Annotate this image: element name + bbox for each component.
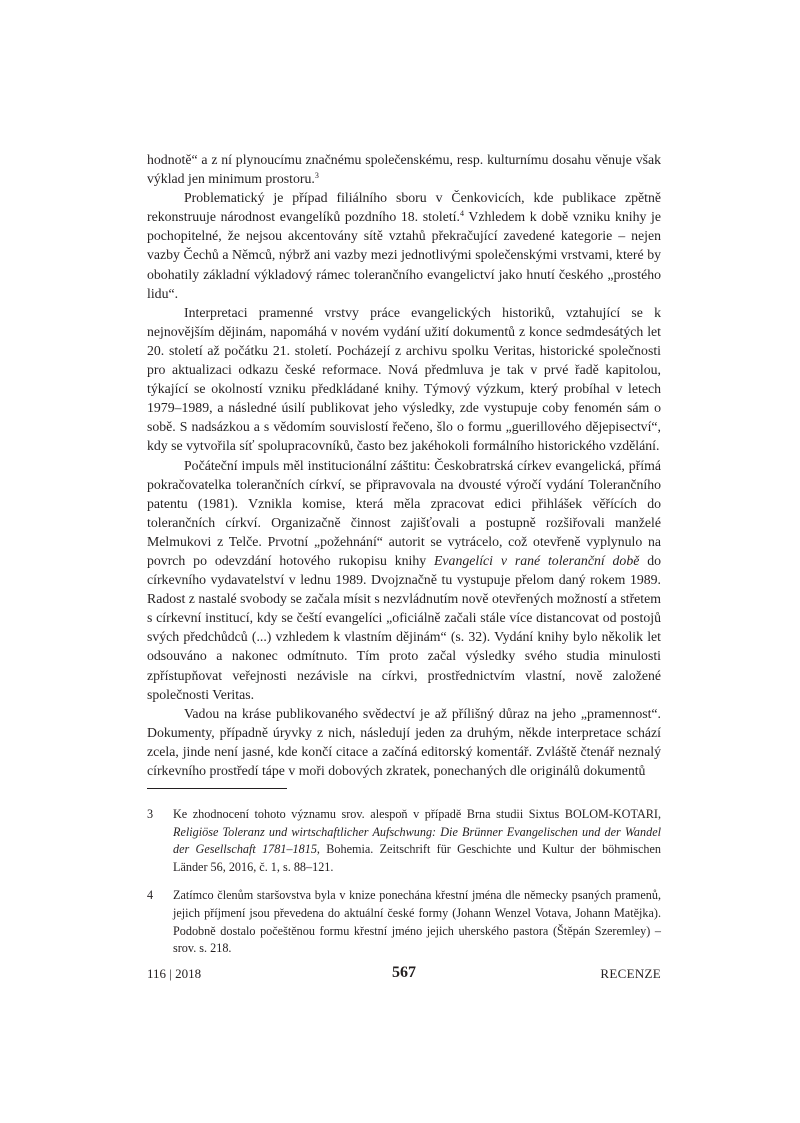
footnote	[147, 806, 661, 876]
paragraph: Interpretaci pramenné vrstvy práce evangelických historiků, vztahující se k nejnovějším dějinám, napomáhá v novém vydání užití dokumentů z konce sedmdesátých let 20. století až počátku 21. století. Pocházejí z archivu spolku Veritas, historické společnosti pro aktualizaci odkazu české reformace. Nová předmluva je tak v prvé řadě kapitolou, týkající se okolností vzniku předkládané knihy. Týmový výzkum, který probíhal v letech 1979–1989, a následné úsilí publikovat jeho výsledky, zde vystupuje coby fenomén sám o sobě. S nadsázkou a s vědomím souvislostí řečeno, šlo o formu „guerillového dějepisectví“, kdy se vytvořila síť spolupracovníků, často bez jakéhokoli formálního historického vzdělání.	[147, 304, 661, 454]
page-footer	[147, 964, 661, 984]
footnote-text: Zatímco členům staršovstva byla v knize ponechána křestní jména dle německy psaných pramenů, jejich příjmení jsou převedena do aktuální české formy (Johann Wenzel Votava, Johann Matějka). Podobně dostalo počeštěnou formu křestní jméno jejich uherského pastora (Štěpán Szeremley) – srov. s. 218.	[173, 888, 661, 956]
paragraph: Počáteční impuls měl institucionální záštitu: Českobratrská církev evangelická, přímá pokračovatelka tolerančních církví, se připravovala na dvousté výročí vydání Tolerančního patentu (1981). Vznikla komise, která měla zpracovat edici přihlášek věřících do tolerančních církví. Organizačně činnost zajišťovali a postupně rozšiřovali manželé Melmukovi z Telče. Prvotní „požehnání“ autorit se vytrácelo, což otevřeně vyplynulo na povrch po odevzdání hotového rukopisu knihy Evangelíci v rané toleranční době do církevního vydavatelství v lednu 1989. Dvojznačně tu vystupuje přelom daný rokem 1989. Radost z nastalé svobody se začala mísit s nezvládnutím nově otevřených možností a střetem s církevní institucí, kdy se čeští evangelíci „oficiálně začali stále více distancovat od postojů svých předchůdců (...) vzhledem k vlastním dějinám“ (s. 32). Vydání knihy bylo několik let odsouváno a nakonec odmítnuto. Tím proto začal výsledky svého studia minulosti zpřístupňovat veřejnosti nezávisle na církvi, prostřednictvím vlastní, nově založené společnosti Veritas.	[147, 457, 662, 702]
paragraph: Vadou na kráse publikovaného svědectví je až přílišný důraz na jeho „pramennost“. Dokumenty, případně úryvky z nich, následují jeden za druhým, někde interpretace schází zcela, jinde není jasné, kde končí citace a začíná editorský komentář. Zvláště čtenář neznalý církevního prostředí tápe v moři dobových zkratek, ponechaných dle originálů dokumentů	[147, 705, 661, 778]
footnotes	[147, 806, 661, 969]
paragraph: Problematický je případ filiálního sboru v Čenkovicích, kde publikace zpětně rekonstruuje národnost evangelíků pozdního 18. století.$^4$ Vzhledem k době vzniku knihy je pochopitelné, že nejsou akcentovány sítě vztahů překračující zavedené kategorie – nejen vazby Čechů a Němců, nýbrž ani vazby mezi jednotlivými společenskými vrstvami, které by obohatily základní výkladový rámec tolerančního evangelictví jako hnutí českého „prostého lidu“.	[147, 190, 662, 301]
footnote-number: 4	[147, 888, 154, 903]
paragraph: hodnotě“ a z ní plynoucímu značnému společenskému, resp. kulturnímu dosahu věnuje však výklad jen minimum prostoru.$^3$	[147, 152, 661, 187]
footnote	[147, 887, 661, 957]
book-title: Evangelíci v rané toleranční době	[434, 552, 640, 568]
page-number: 567	[392, 964, 416, 981]
body-text	[147, 150, 661, 780]
footnote-ref[interactable]: 4	[459, 209, 464, 219]
footnote-divider	[147, 788, 287, 789]
issue-label: 116 | 2018	[147, 966, 202, 981]
footnote-ref[interactable]: 3	[314, 171, 319, 181]
footnote-number: 3	[147, 807, 154, 821]
section-label: RECENZE	[600, 966, 661, 981]
footnote-text: Ke zhodnocení tohoto významu srov. alespoň v případě Brna studii Sixtus BOLOM-KOTARI, Religiöse Toleranz und wirtschaftlicher Aufschwung: Die Brünner Evangelischen und der Wandel der Gesellschaft 1781–1815, Bohemia. Zeitschrift für Geschichte und Kultur der böhmischen Länder 56, 2016, č. 1, s. 88–121.	[173, 807, 661, 874]
